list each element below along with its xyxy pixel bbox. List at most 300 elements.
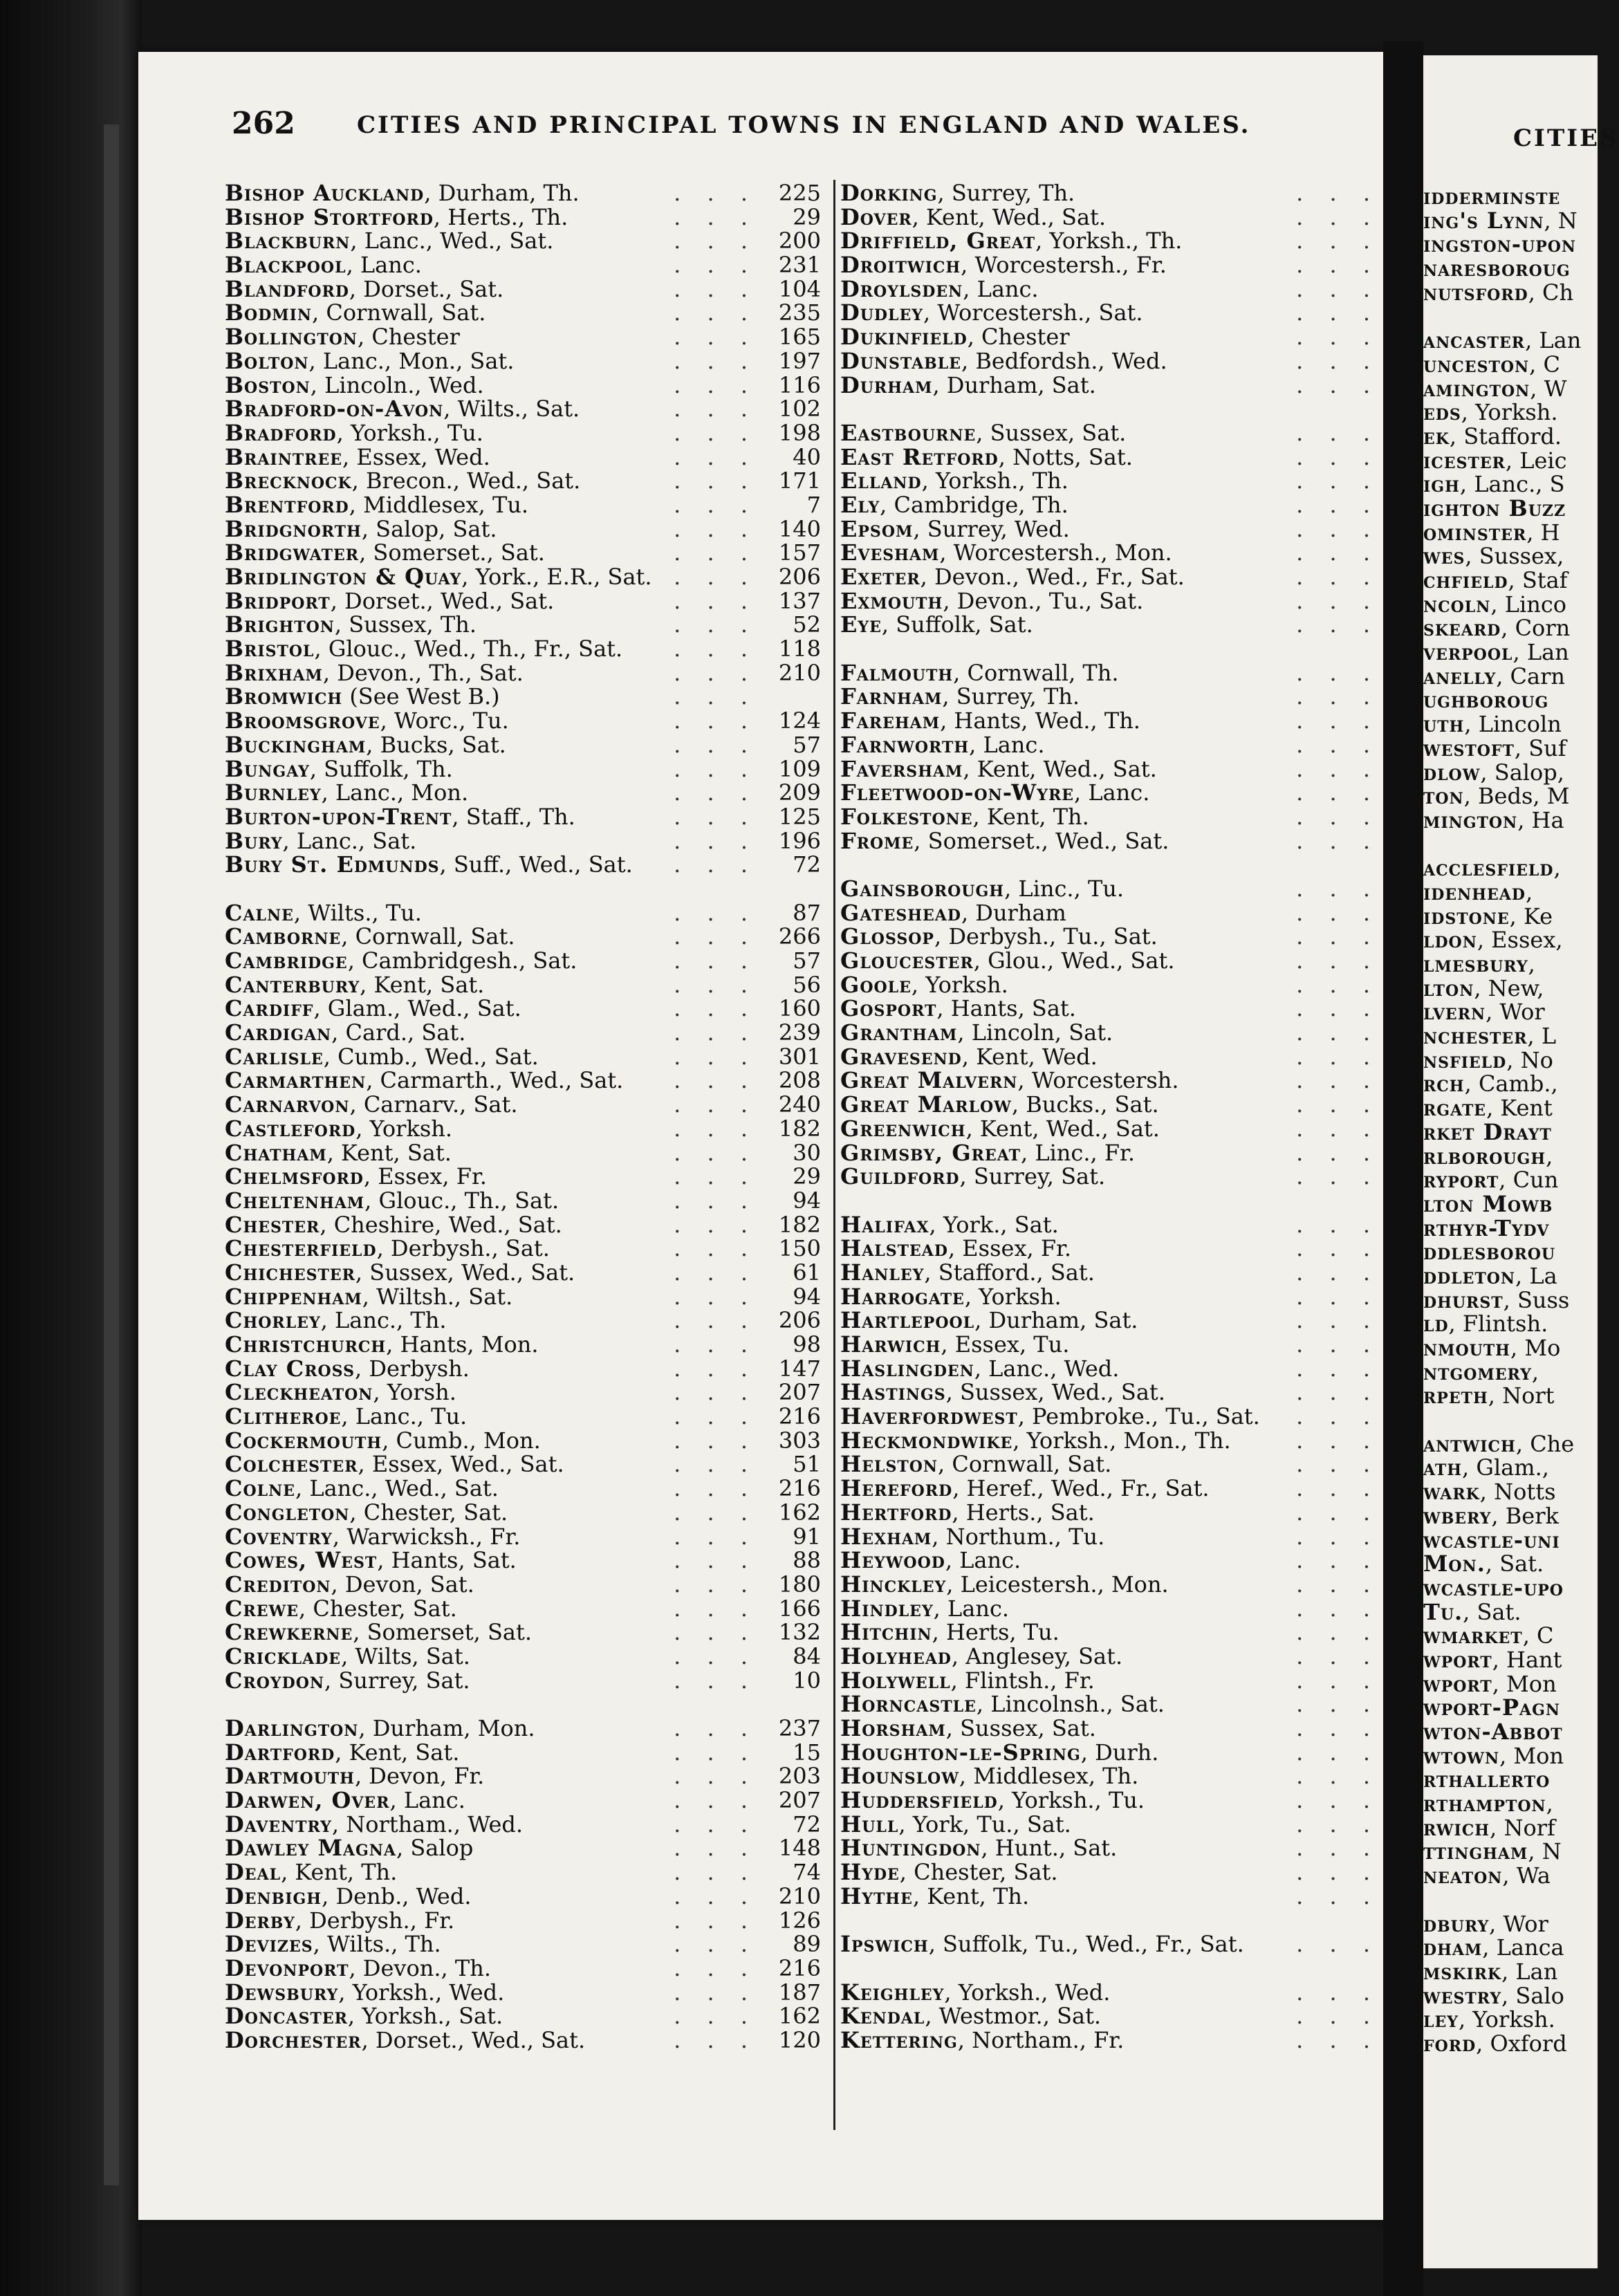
dot-leader: . . .: [1296, 299, 1380, 326]
market-days: , Lanc.: [346, 252, 422, 279]
town-name: Gateshead: [840, 899, 961, 926]
dot-leader: . . .: [1296, 923, 1380, 950]
market-days: , Stafford., Sat.: [924, 1259, 1095, 1286]
town-name: Dukinfield: [840, 324, 968, 351]
detail-fragment: , L: [1527, 1023, 1557, 1050]
market-days: , Essex, Fr.: [363, 1163, 487, 1190]
dot-leader: . . .: [674, 1499, 757, 1526]
page-reference: 148: [778, 1835, 821, 1862]
index-entry: [840, 181, 1380, 205]
page-reference: 206: [778, 564, 821, 590]
town-name: Grimsby, Great: [840, 1139, 1021, 1166]
index-entry: [225, 829, 821, 853]
page-reference: 150: [778, 1235, 821, 1262]
next-page-title: CITIES: [1513, 124, 1619, 152]
index-entry: [840, 277, 1380, 302]
market-days: , Derbysh.: [354, 1355, 470, 1382]
section-gap: [225, 877, 821, 901]
detail-fragment: , Linco: [1490, 591, 1566, 618]
index-entry: [840, 1813, 1380, 1837]
market-days: , Dorset., Wed., Sat.: [361, 2026, 586, 2053]
section-gap: [1423, 304, 1603, 328]
next-page-line: [1423, 1840, 1603, 1864]
town-name: Exmouth: [840, 587, 943, 614]
index-entry: [225, 1308, 821, 1333]
town-name-fragment: wcastle-upo: [1423, 1574, 1564, 1601]
index-entry: [225, 205, 821, 230]
index-entry: [225, 253, 821, 277]
market-days: , Essex, Wed.: [342, 443, 490, 470]
page-reference: 88: [793, 1547, 821, 1574]
market-days: , Cheshire, Wed., Sat.: [320, 1211, 562, 1238]
market-days: , Devon., Wed., Fr., Sat.: [920, 564, 1185, 590]
market-days: , Hunt., Sat.: [981, 1835, 1118, 1862]
next-page-line: [1423, 1816, 1603, 1840]
next-page-line: [1423, 472, 1603, 497]
market-days: , Northum., Tu.: [932, 1523, 1105, 1550]
next-page-line: [1423, 902, 1603, 929]
detail-fragment: , Corn: [1501, 615, 1571, 642]
index-entry: [225, 757, 821, 781]
market-days: , Worcestersh., Mon.: [939, 539, 1172, 566]
index-entry: [840, 2004, 1380, 2028]
market-days: , Bucks., Sat.: [1011, 1091, 1159, 1118]
market-days: , Chester: [967, 324, 1070, 351]
detail-fragment: , Berk: [1491, 1502, 1559, 1529]
town-name: Gloucester: [840, 947, 974, 974]
market-days: , Durham: [961, 899, 1066, 926]
market-days: , Sussex, Th.: [334, 611, 477, 638]
next-page-line: [1423, 1312, 1603, 1336]
town-name-fragment: ryport: [1423, 1167, 1499, 1194]
town-name: Clay Cross: [225, 1355, 355, 1382]
next-page-line: [1423, 1672, 1603, 1696]
dot-leader: . . .: [674, 228, 757, 254]
next-page-line: [1423, 209, 1603, 233]
dot-leader: . . .: [674, 1811, 757, 1837]
market-days: , Devon, Sat.: [331, 1571, 474, 1598]
town-name: Hitchin: [840, 1619, 932, 1646]
market-days: , Sussex, Wed., Sat.: [355, 1259, 575, 1286]
dot-leader: . . .: [1296, 2003, 1380, 2030]
town-name-fragment: antwich: [1423, 1430, 1516, 1457]
page-reference: 209: [778, 779, 821, 806]
next-page-line: [1423, 1096, 1603, 1120]
dot-leader: . . .: [1296, 1451, 1380, 1478]
market-days: , Sussex, Wed., Sat.: [945, 1379, 1165, 1406]
index-entry: [840, 1642, 1380, 1669]
next-page-line: [1423, 1024, 1603, 1048]
town-name: Christchurch: [225, 1331, 387, 1358]
page-reference: 200: [778, 228, 821, 254]
next-page-line: [1423, 808, 1603, 833]
town-name: Blandford: [225, 275, 349, 302]
town-name-fragment: wport: [1423, 1670, 1492, 1697]
index-entry: [840, 1405, 1380, 1429]
town-name: Crewkerne: [225, 1619, 353, 1646]
page-reference: 56: [793, 971, 821, 998]
section-gap: [840, 1189, 1380, 1213]
next-page-line: [1423, 521, 1603, 545]
index-entry: [840, 925, 1380, 949]
town-name-fragment: acclesfield: [1423, 855, 1554, 882]
next-page-line: [1423, 2032, 1603, 2056]
dot-leader: . . .: [1296, 467, 1380, 494]
dot-leader: . . .: [1296, 1115, 1380, 1142]
next-page-line: [1423, 1768, 1603, 1792]
town-name-fragment: ing's Lynn: [1423, 207, 1544, 234]
dot-leader: . . .: [674, 1091, 757, 1118]
market-days: , Yorksh., Wed.: [338, 1979, 505, 2006]
page-reference: 206: [778, 1307, 821, 1334]
town-name: Bolton: [225, 347, 309, 374]
town-name: Dunstable: [840, 347, 962, 374]
dot-leader: . . .: [674, 2003, 757, 2030]
page-number: 262: [232, 106, 295, 141]
town-name: Exeter: [840, 564, 920, 590]
detail-fragment: , New,: [1474, 974, 1544, 1001]
market-days: , Leicestersh., Mon.: [946, 1571, 1169, 1598]
next-page-line: [1423, 232, 1603, 257]
detail-fragment: , La: [1515, 1262, 1557, 1289]
dot-leader: . . .: [1296, 1667, 1380, 1694]
dot-leader: . . .: [1296, 683, 1380, 710]
dot-leader: . . .: [674, 1235, 757, 1262]
town-name: Falmouth: [840, 659, 954, 686]
town-name-fragment: ddleton: [1423, 1262, 1516, 1289]
section-gap: [840, 853, 1380, 877]
index-entry: [840, 349, 1380, 373]
section-gap: [1423, 1408, 1603, 1432]
next-page-line: [1423, 1120, 1603, 1145]
detail-fragment: , N: [1544, 207, 1578, 234]
town-name: Bury St. Edmunds: [225, 851, 440, 878]
town-name: Bristol: [225, 636, 315, 663]
detail-fragment: , Wor: [1486, 999, 1545, 1026]
dot-leader: . . .: [1296, 1811, 1380, 1837]
town-name-fragment: verpool: [1423, 639, 1513, 666]
market-days: , Lanc., Wed., Sat.: [295, 1475, 499, 1502]
market-days: , Suffolk, Th.: [309, 755, 453, 782]
page-reference: 98: [793, 1331, 821, 1358]
index-entry: [840, 565, 1380, 589]
next-page-line: [1423, 1936, 1603, 1960]
market-days: , Notts, Sat.: [998, 443, 1133, 470]
page-reference: 15: [793, 1739, 821, 1766]
section-gap: [1423, 833, 1603, 857]
dot-leader: . . .: [674, 636, 757, 663]
market-days: , Lanc.: [1074, 779, 1150, 806]
town-name: Deal: [225, 1859, 281, 1886]
next-page-line: [1423, 1240, 1603, 1264]
index-entry: [840, 1548, 1380, 1573]
town-name: Huntingdon: [840, 1835, 981, 1862]
dot-leader: . . .: [1296, 1403, 1380, 1430]
town-name: Buckingham: [225, 731, 367, 758]
town-name: Chatham: [225, 1139, 327, 1166]
page-reference: 157: [778, 539, 821, 566]
town-name-fragment: ighton Buzz: [1423, 494, 1566, 521]
town-name: Broomsgrove: [225, 707, 380, 734]
town-name: Droitwich: [840, 252, 961, 279]
next-page-line: [1423, 616, 1603, 640]
town-name: Dawley Magna: [225, 1835, 396, 1862]
dot-leader: . . .: [1296, 515, 1380, 542]
index-entry: [840, 325, 1380, 349]
town-name: Hertford: [840, 1499, 952, 1526]
page-reference: 40: [793, 443, 821, 470]
dot-leader: . . .: [1296, 1979, 1380, 2006]
index-entry: [840, 1068, 1380, 1093]
market-days: , Sussex, Sat.: [976, 419, 1127, 446]
page-reference: 10: [793, 1667, 821, 1694]
dot-leader: . . .: [1296, 275, 1380, 302]
town-name: Hull: [840, 1811, 899, 1837]
market-days: , Worcestersh., Sat.: [923, 299, 1143, 326]
page-reference: 116: [778, 371, 821, 398]
market-days: , Essex, Fr.: [947, 1235, 1071, 1262]
index-entry: [225, 349, 821, 373]
town-name: Camborne: [225, 923, 342, 950]
next-page-line: [1423, 1576, 1603, 1600]
dot-leader: . . .: [674, 1907, 757, 1934]
market-days: , Kent, Th.: [281, 1859, 398, 1886]
town-name: Calne: [225, 899, 294, 926]
next-page-line: [1423, 1432, 1603, 1456]
town-name-fragment: ominster: [1423, 519, 1527, 546]
town-name: Goole: [840, 971, 912, 998]
town-name: Chichester: [225, 1259, 355, 1286]
index-entry: [225, 229, 821, 253]
market-days: , Warwicksh., Fr.: [332, 1523, 521, 1550]
dot-leader: . . .: [674, 419, 757, 446]
page-reference: 235: [778, 299, 821, 326]
index-entry: [225, 685, 821, 709]
town-name-fragment: eds: [1423, 399, 1461, 426]
town-name: Helston: [840, 1451, 938, 1478]
market-days: , Suffolk, Tu., Wed., Fr., Sat.: [928, 1931, 1244, 1958]
town-name-fragment: ingston-upon: [1423, 231, 1577, 258]
page-reference: 182: [778, 1115, 821, 1142]
index-entry: [840, 1357, 1380, 1381]
index-entry: [225, 1813, 821, 1837]
market-days: , Kent, Wed., Sat.: [965, 1115, 1160, 1142]
index-entry: [225, 1525, 821, 1549]
index-entry: [225, 1741, 821, 1765]
index-entry: [225, 1909, 821, 1933]
town-name: Kendal: [840, 2003, 925, 2030]
page-reference: 303: [778, 1427, 821, 1454]
market-days: , Yorksh., Tu.: [997, 1787, 1145, 1814]
dot-leader: . . .: [1296, 971, 1380, 998]
next-page-line: [1423, 568, 1603, 593]
town-name: Bradford-on-Avon: [225, 396, 444, 423]
market-days: , Durham, Th.: [424, 180, 580, 206]
town-name: Bridlington & Quay: [225, 564, 462, 590]
index-entry: [840, 1788, 1380, 1813]
index-entry: [840, 421, 1380, 445]
dot-leader: . . .: [1296, 827, 1380, 854]
town-name-fragment: ford: [1423, 2030, 1477, 2057]
town-name: Brighton: [225, 611, 335, 638]
next-page-line: [1423, 185, 1603, 209]
town-name-fragment: rthallerto: [1423, 1766, 1551, 1793]
town-name: Carmarthen: [225, 1067, 367, 1094]
dot-leader: . . .: [674, 1547, 757, 1574]
dot-leader: . . .: [1296, 1307, 1380, 1334]
dot-leader: . . .: [1296, 1571, 1380, 1598]
town-name: Bradford: [225, 419, 337, 446]
page-reference: 125: [778, 803, 821, 830]
next-page-line: [1423, 784, 1603, 808]
town-name: Faversham: [840, 755, 963, 782]
index-entry: [840, 1764, 1380, 1788]
page-reference: 165: [778, 324, 821, 351]
town-name: Hythe: [840, 1882, 913, 1909]
dot-leader: . . .: [674, 1979, 757, 2006]
market-days: , Suffolk, Sat.: [881, 611, 1033, 638]
town-name-fragment: rlborough: [1423, 1142, 1546, 1169]
market-days: , Cambridgesh., Sat.: [347, 947, 577, 974]
section-gap: [840, 397, 1380, 421]
page-reference: 87: [793, 899, 821, 926]
market-days: , Wilts., Sat.: [443, 396, 580, 423]
next-page-line: [1423, 400, 1603, 425]
town-name: Clitheroe: [225, 1403, 342, 1430]
next-page-line: [1423, 665, 1603, 689]
index-entry: [225, 1597, 821, 1621]
page-reference: 118: [778, 636, 821, 663]
next-page-line: [1423, 761, 1603, 785]
town-name: Dewsbury: [225, 1979, 339, 2006]
market-days: , Glou., Wed., Sat.: [973, 947, 1175, 974]
town-name-fragment: dlow: [1423, 759, 1481, 786]
dot-leader: . . .: [1296, 2026, 1380, 2053]
town-name: Carnarvon: [225, 1091, 350, 1118]
town-name: Ely: [840, 491, 880, 518]
market-days: , Westmor., Sat.: [925, 2003, 1102, 2030]
index-entry: [225, 997, 821, 1021]
town-name: Chorley: [225, 1307, 321, 1334]
town-name-fragment: ley: [1423, 2006, 1459, 2033]
next-page-line: [1423, 1048, 1603, 1073]
dot-leader: . . .: [1296, 1427, 1380, 1454]
dot-leader: . . .: [674, 347, 757, 374]
index-entry: [225, 1380, 821, 1405]
detail-fragment: , Kent: [1486, 1095, 1553, 1122]
town-name: Denbigh: [225, 1882, 322, 1909]
dot-leader: . . .: [1296, 803, 1380, 830]
town-name-fragment: ancaster: [1423, 327, 1526, 354]
page-reference: 216: [778, 1475, 821, 1502]
town-name: Devizes: [225, 1931, 313, 1958]
dot-leader: . . .: [674, 1427, 757, 1454]
town-name: Fleetwood-on-Wyre: [840, 779, 1074, 806]
page-reference: 171: [778, 467, 821, 494]
index-entry: [840, 805, 1380, 829]
town-name-fragment: Mon.: [1423, 1550, 1486, 1577]
next-page-line: [1423, 1384, 1603, 1408]
index-entry: [840, 661, 1380, 685]
town-name: Cockermouth: [225, 1427, 382, 1454]
market-days: , Lanc., Sat.: [282, 827, 417, 854]
spine-edge: [104, 124, 119, 2185]
page-reference: 72: [793, 1811, 821, 1837]
town-name-fragment: wcastle-uni: [1423, 1526, 1560, 1553]
market-days: , Essex, Wed., Sat.: [358, 1451, 564, 1478]
detail-fragment: , Yorksh.: [1461, 399, 1558, 426]
market-days: , Lanc.: [933, 1595, 1010, 1622]
dot-leader: . . .: [674, 1931, 757, 1958]
next-page-line: [1423, 1984, 1603, 2008]
market-days: , Wilts., Th.: [313, 1931, 441, 1958]
dot-leader: . . .: [674, 683, 757, 710]
next-page-line: [1423, 353, 1603, 377]
page-reference: 52: [793, 611, 821, 638]
detail-fragment: , Carn: [1496, 663, 1565, 689]
detail-fragment: , Wa: [1502, 1862, 1551, 1889]
dot-leader: . . .: [1296, 1475, 1380, 1502]
dot-leader: . . .: [674, 1283, 757, 1310]
market-days: , Glam., Wed., Sat.: [313, 995, 521, 1022]
index-entry: [225, 1836, 821, 1860]
section-gap: [1423, 1888, 1603, 1912]
town-name: Keighley: [840, 1979, 945, 2006]
town-name: Darwen, Over: [225, 1787, 390, 1814]
dot-leader: . . .: [1296, 564, 1380, 590]
town-name-fragment: westry: [1423, 1982, 1502, 2009]
index-entry: [840, 1501, 1380, 1525]
town-name-fragment: rket Drayt: [1423, 1118, 1552, 1145]
page-reference: 120: [778, 2026, 821, 2053]
index-entry: [840, 1741, 1380, 1765]
market-days: , Yorsh.: [373, 1379, 456, 1406]
index-entry: [225, 637, 821, 661]
town-name-fragment: ldon: [1423, 927, 1477, 954]
market-days: , Yorksh., Sat.: [347, 2003, 503, 2030]
page-reference: 166: [778, 1595, 821, 1622]
page-reference: 197: [778, 347, 821, 374]
town-name: Durham: [840, 371, 933, 398]
index-entry: [225, 1021, 821, 1045]
market-days: , Somerset., Wed., Sat.: [914, 827, 1169, 854]
dot-leader: . . .: [674, 1715, 757, 1741]
detail-fragment: , Ha: [1517, 806, 1564, 833]
index-entry: [840, 1429, 1380, 1453]
town-name-fragment: wport: [1423, 1646, 1492, 1673]
index-entry: [225, 1357, 821, 1381]
page-reference: 94: [793, 1283, 821, 1310]
detail-fragment: , Beds, M: [1463, 783, 1570, 810]
index-entry: [840, 829, 1380, 853]
market-days: , Durham, Sat.: [932, 371, 1096, 398]
book-page: [138, 52, 1383, 2220]
index-entry: [225, 1620, 821, 1645]
index-entry: [840, 1981, 1380, 2005]
town-name-fragment: wton-Abbot: [1423, 1719, 1563, 1745]
town-name: Cowes, West: [225, 1547, 378, 1574]
section-gap: [840, 1956, 1380, 1981]
next-page-line: [1423, 856, 1603, 880]
market-days: , Somerset, Sat.: [353, 1619, 532, 1646]
index-entry: [840, 1932, 1380, 1956]
town-name-fragment: rch: [1423, 1071, 1465, 1098]
town-name: Hounslow: [840, 1763, 959, 1790]
market-days: , Worc., Tu.: [380, 707, 509, 734]
dot-leader: . . .: [1296, 1331, 1380, 1358]
index-entry: [225, 1141, 821, 1165]
market-days: , Brecon., Wed., Sat.: [351, 467, 581, 494]
